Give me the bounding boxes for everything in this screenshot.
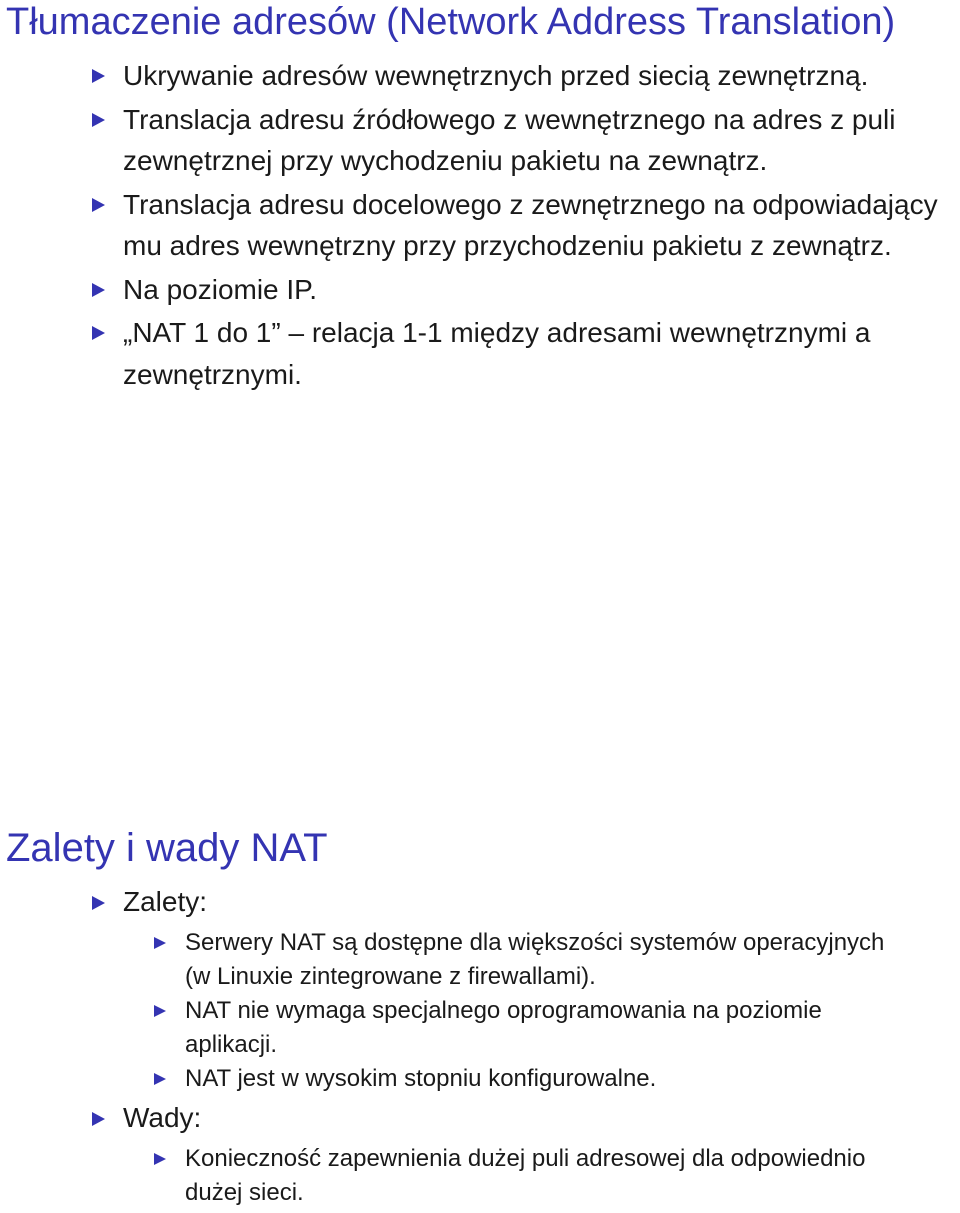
list-item-text: Ukrywanie adresów wewnętrznych przed siecią zewnętrzną.: [123, 60, 869, 91]
slide-nat-pros-cons: [0, 820, 960, 1213]
triangle-bullet-icon: [92, 1112, 105, 1126]
list-item-text: „NAT 1 do 1” – relacja 1-1 między adresami wewnętrznymi a zewnętrznymi.: [123, 317, 871, 390]
sub-list-item-text: Konieczność zapewnienia dużej puli adresowej dla odpowiednio dużej sieci.: [185, 1145, 866, 1206]
sub-bullet-list: [185, 926, 885, 1096]
triangle-bullet-icon: [154, 1153, 166, 1165]
group-label: Zalety:: [123, 886, 208, 917]
list-item: [123, 55, 943, 97]
list-item: [123, 269, 943, 311]
triangle-bullet-icon: [154, 937, 166, 949]
sub-list-item-text: Serwery NAT są dostępne dla większości systemów operacyjnych (w Linuxie zintegrowane z firewallami).: [185, 929, 885, 990]
sub-list-item-text: NAT jest w wysokim stopniu konfigurowalne.: [185, 1065, 657, 1092]
sub-list-item: [185, 994, 885, 1062]
bullet-list: [123, 55, 943, 397]
list-group-disadvantages: [123, 1098, 943, 1210]
slide-title: Tłumaczenie adresów (Network Address Translation): [6, 1, 896, 43]
sub-list-item: [185, 1062, 885, 1096]
list-item-text: Translacja adresu źródłowego z wewnętrznego na adres z puli zewnętrznej przy wychodzeniu pakietu na zewnątrz.: [123, 103, 896, 176]
list-group-advantages: [123, 882, 943, 1096]
sub-bullet-list: [185, 1142, 885, 1210]
list-item: [123, 312, 943, 395]
list-item: [123, 99, 943, 182]
triangle-bullet-icon: [92, 113, 105, 127]
sub-list-item: [185, 1142, 885, 1210]
triangle-bullet-icon: [92, 283, 105, 297]
slide-title: Zalety i wady NAT: [6, 826, 328, 870]
triangle-bullet-icon: [92, 69, 105, 83]
triangle-bullet-icon: [92, 896, 105, 910]
sub-list-item: [185, 926, 885, 994]
triangle-bullet-icon: [92, 198, 105, 212]
list-item: [123, 184, 943, 267]
triangle-bullet-icon: [92, 326, 105, 340]
triangle-bullet-icon: [154, 1073, 166, 1085]
sub-list-item-text: NAT nie wymaga specjalnego oprogramowania na poziomie aplikacji.: [185, 997, 822, 1058]
list-item-text: Translacja adresu docelowego z zewnętrznego na odpowiadający mu adres wewnętrzny przy przychodzeniu pakietu z zewnątrz.: [123, 188, 938, 261]
bullet-list: [123, 882, 943, 1212]
triangle-bullet-icon: [154, 1005, 166, 1017]
list-item-text: Na poziomie IP.: [123, 273, 318, 305]
group-label: Wady:: [123, 1102, 202, 1133]
